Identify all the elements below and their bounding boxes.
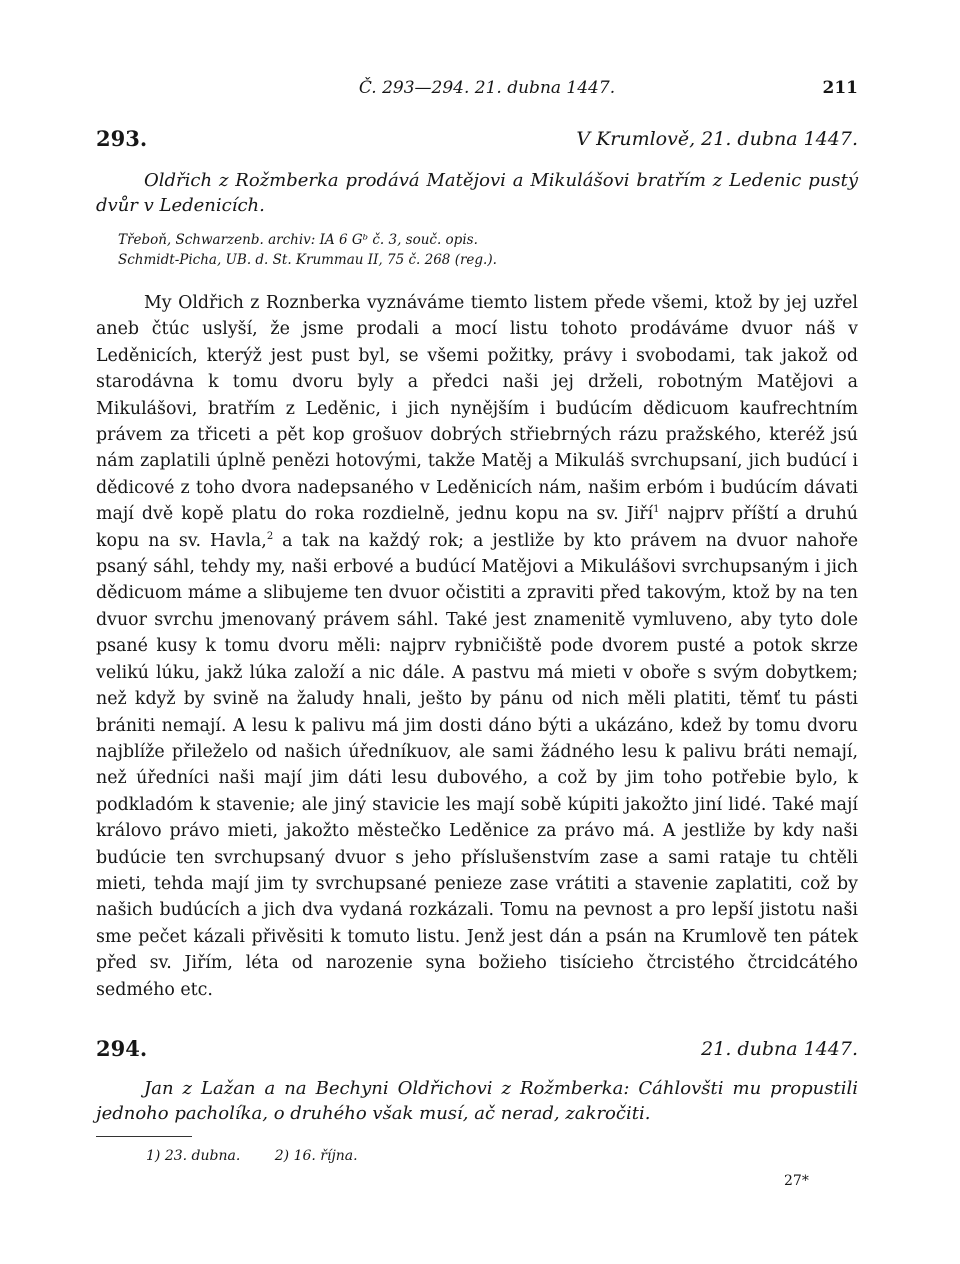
doc-294-number: 294. <box>96 1036 148 1061</box>
signature-mark: 27* <box>784 1173 809 1189</box>
doc-293-body <box>96 290 858 1003</box>
doc-293-dateline: V Krumlově, 21. dubna 1447. <box>576 128 858 150</box>
footnote-mark-2: 2 <box>266 530 274 542</box>
doc-293-body-part: My Oldřich z Roznberka vyznáváme tiemto listem přede všemi, ktož by jej uzřel aneb čtúc uslyší, že jsme prodali a mocí listu tohoto prodáváme dvuor náš v Leděnicích, kterýž jest pust byl, se všemi požitky, právy i svobodami, tak jakož od starodávna k tomu dvoru byly a předci naši jej drželi, robotným Matějovi a Mikulášovi, bratřím z Leděnic, i jich nynějším i budúcím dědicuom kaufrechtním právem za třiceti a pět kop grošuov dobrých střiebrných rázu pražského, kteréž jsú nám zaplatili úplně penězi hotovými, takže Matěj a Mikuláš svrchupsaní, jich budúcí i dědicové z toho dvora nadepsaného v Leděnicích nám, našim erbóm i budúcím dávati mají dvě kopě platu do roka rozdielně, jednu kopu na sv. Jiří <box>96 293 858 525</box>
footnote-1: 1) 23. dubna. <box>146 1148 241 1164</box>
doc-293-body-part: najprv příští a druhú kopu na sv. Havla, <box>96 504 858 551</box>
footnote-2: 2) 16. října. <box>274 1148 358 1164</box>
doc-294-dateline: 21. dubna 1447. <box>701 1038 858 1060</box>
running-head-title: Č. 293—294. 21. dubna 1447. <box>358 78 616 98</box>
doc-293-source-line: Třeboň, Schwarzenb. archiv: IA 6 Gᵇ č. 3, souč. opis. <box>118 232 478 248</box>
page-number: 211 <box>822 78 858 98</box>
doc-293-number: 293. <box>96 126 148 151</box>
doc-293-sources <box>118 230 818 270</box>
doc-294-regest: Jan z Lažan a na Bechyni Oldřichovi z Rožmberka: Cáhlovšti mu propustili jednoho pacholíka, o druhého však musí, ač nerad, zakročiti. <box>96 1078 858 1124</box>
footnote-divider <box>96 1136 192 1137</box>
doc-294-header <box>96 1036 858 1066</box>
doc-293-source-line: Schmidt-Picha, UB. d. St. Krummau II, 75 č. 268 (reg.). <box>118 252 497 268</box>
footnote-mark-1: 1 <box>653 504 660 516</box>
doc-293-body-part: a tak na každý rok; a jestliže by kto právem na dvuor nahoře psaný sáhl, tehdy my, naši erbové a budúcí Matějovi a Mikulášovi svrchupsaným i jich dědicuom máme a slibujeme ten dvuor očistiti a zpraviti před takovým, ktož by na ten dvuor svrchu jmenovaný právem sáhl. Také jest znamenitě vymluveno, aby tyto dole psané kusy k tomu dvoru měli: najprv rybničiště pode dvorem pusté a potok skrze velikú lúku, jakž lúka založí a nic dále. A pastvu má mieti v oboře s svým dobytkem; než když by svině na žaludy hnali, ješto by pánu od nich měli platiti, těmť tu pásti brániti nemají. A lesu k palivu má jim dosti dáno býti a ukázáno, kdež by tomu dvoru najblíže přileželo od našich úředníkuov, ale sami žádného lesu k palivu bráti nemají, než úředníci naši mají jim dáti lesu dubového, a což by jim toho potřebie bylo, k podkladóm k stavenie; ale jiný stavicie les mají sobě kúpiti jakožto jiní lidé. Také mají královo právo mieti, jakožto městečko Leděnice za právo má. A jestliže by kdy naši budúcie ten svrchupsaný dvuor s jeho příslušenstvím zase a sami rataje tu chtěli mieti, tehda mají jim ty svrchupsané penieze zase vrátiti a stavenie zaplatiti, což by našich budúcích a jich dva vydaná rozkázali. Tomu na pevnost a pro lepší jistotu naši sme pečet kázali přivěsiti k tomuto listu. Jenž jest dán a psán na Krumlově ten pátek před sv. Jiřím, léta od narozenie syna božieho tisícieho čtrcistého čtrcidcátého sedmého etc. <box>96 530 858 1000</box>
doc-293-header <box>96 126 858 156</box>
doc-293-regest: Oldřich z Rožmberka prodává Matějovi a Mikulášovi bratřím z Ledenic pustý dvůr v Ledenicích. <box>96 170 858 216</box>
footnotes <box>146 1148 388 1164</box>
running-head <box>96 78 858 104</box>
